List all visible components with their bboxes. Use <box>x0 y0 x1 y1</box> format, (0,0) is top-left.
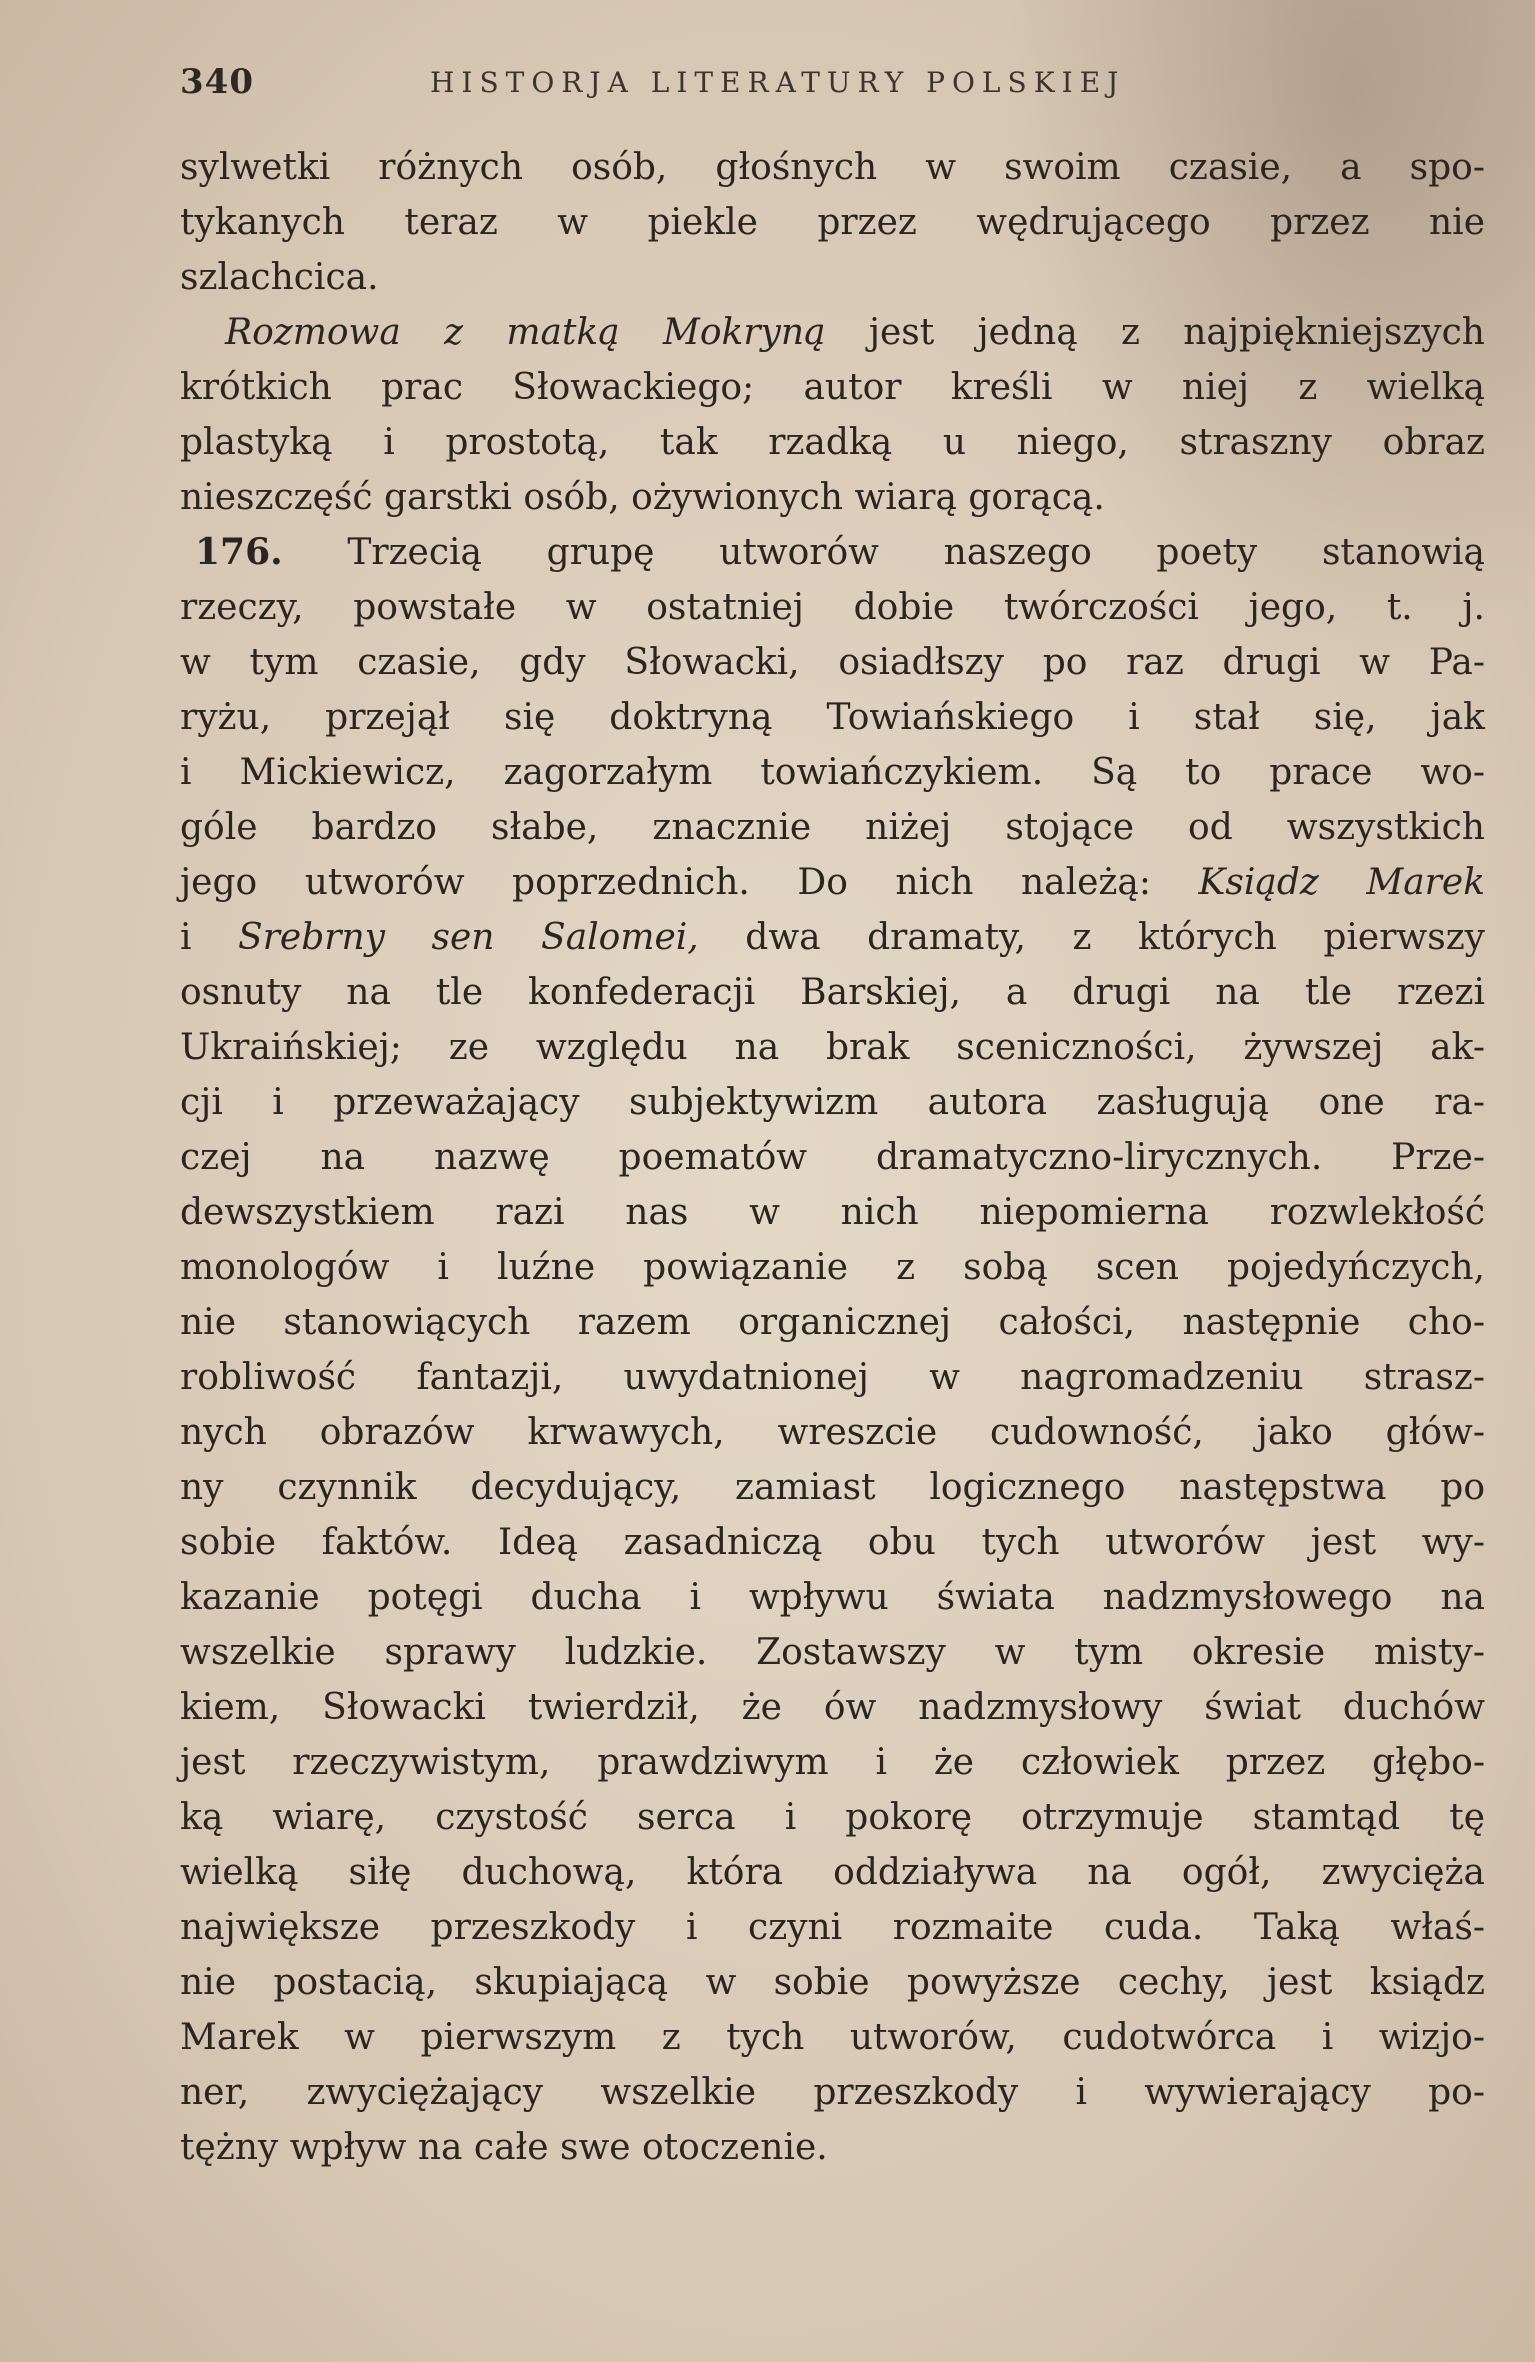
line-text: dewszystkiem razi nas w nich niepomierna rozwlekłość <box>180 1192 1485 1233</box>
line-text: i Mickiewicz, zagorzałym towiańczykiem. Są to prace wo- <box>180 752 1485 793</box>
text-line <box>180 1955 1485 2010</box>
line-text: jego utworów poprzednich. Do nich należą: <box>180 862 1199 903</box>
text-line <box>180 745 1485 800</box>
italic-title: Rozmowa z matką Mokryną <box>225 312 826 353</box>
text-line <box>180 1130 1485 1185</box>
page-header <box>180 62 1490 122</box>
text-line <box>180 2010 1485 2065</box>
line-text: tężny wpływ na całe swe otoczenie. <box>180 2127 828 2168</box>
line-text: cji i przeważający subjektywizm autora zasługują one ra- <box>180 1082 1485 1123</box>
line-text: czej na nazwę poematów dramatyczno-lirycznych. Prze- <box>180 1137 1485 1178</box>
text-line <box>180 305 1485 360</box>
line-text: szlachcica. <box>180 257 379 298</box>
text-line <box>180 2120 1485 2175</box>
line-text: kazanie potęgi ducha i wpływu świata nadzmysłowego na <box>180 1577 1485 1618</box>
line-text: nieszczęść garstki osób, ożywionych wiarą gorącą. <box>180 477 1105 518</box>
text-line <box>180 1625 1485 1680</box>
line-text: w tym czasie, gdy Słowacki, osiadłszy po raz drugi w Pa- <box>180 642 1485 683</box>
line-text: monologów i luźne powiązanie z sobą scen pojedyńczych, <box>180 1247 1485 1288</box>
running-title: HISTORJA LITERATURY POLSKIEJ <box>430 66 1126 99</box>
line-text: ner, zwyciężający wszelkie przeszkody i wywierający po- <box>180 2072 1485 2113</box>
text-line <box>180 1900 1485 1955</box>
italic-title: Ksiądz Marek <box>1198 862 1486 903</box>
line-text: kiem, Słowacki twierdził, że ów nadzmysłowy świat duchów <box>180 1687 1485 1728</box>
line-text: i <box>180 917 239 958</box>
line-text: osnuty na tle konfederacji Barskiej, a drugi na tle rzezi <box>180 972 1485 1013</box>
text-line <box>180 635 1485 690</box>
text-line <box>180 1515 1485 1570</box>
text-line <box>180 690 1485 745</box>
text-line <box>180 910 1485 965</box>
text-line <box>180 1680 1485 1735</box>
line-text: góle bardzo słabe, znacznie niżej stojące od wszystkich <box>180 807 1485 848</box>
text-line <box>180 2065 1485 2120</box>
line-text: Trzecią grupę utworów naszego poety stanowią <box>282 532 1485 573</box>
line-text: robliwość fantazji, uwydatnionej w nagromadzeniu strasz- <box>180 1357 1485 1398</box>
text-line <box>180 1790 1485 1845</box>
text-line <box>180 360 1485 415</box>
line-text: plastyką i prostotą, tak rzadką u niego, straszny obraz <box>180 422 1485 463</box>
line-text: sobie faktów. Ideą zasadniczą obu tych utworów jest wy- <box>180 1522 1485 1563</box>
line-text: tykanych teraz w piekle przez wędrującego przez nie <box>180 202 1485 243</box>
text-line <box>180 195 1485 250</box>
section-number: 176. <box>195 531 283 573</box>
line-text: nie postacią, skupiającą w sobie powyższe cechy, jest ksiądz <box>180 1962 1485 2003</box>
line-text: nie stanowiących razem organicznej całości, następnie cho- <box>180 1302 1485 1343</box>
line-text: ny czynnik decydujący, zamiast logicznego następstwa po <box>180 1467 1485 1508</box>
line-text: rzeczy, powstałe w ostatniej dobie twórczości jego, t. j. <box>180 587 1485 628</box>
text-line <box>180 855 1485 910</box>
text-line <box>180 1185 1485 1240</box>
text-line <box>180 1350 1485 1405</box>
text-line <box>180 470 1485 525</box>
line-text: sylwetki różnych osób, głośnych w swoim czasie, a spo- <box>180 147 1485 188</box>
line-text: jest jedną z najpiękniejszych <box>825 312 1485 353</box>
line-text: największe przeszkody i czyni rozmaite cuda. Taką właś- <box>180 1907 1485 1948</box>
text-line <box>180 1460 1485 1515</box>
text-line <box>180 1405 1485 1460</box>
text-line <box>180 1845 1485 1900</box>
line-text: wszelkie sprawy ludzkie. Zostawszy w tym okresie misty- <box>180 1632 1485 1673</box>
text-line <box>180 800 1485 855</box>
line-text: krótkich prac Słowackiego; autor kreśli w niej z wielką <box>180 367 1485 408</box>
line-text: Ukraińskiej; ze względu na brak sceniczności, żywszej ak- <box>180 1027 1485 1068</box>
text-line <box>180 1020 1485 1075</box>
text-line <box>180 250 1485 305</box>
text-line <box>180 1240 1485 1295</box>
line-text: dwa dramaty, z których pierwszy <box>698 917 1485 958</box>
line-text: wielką siłę duchową, która oddziaływa na ogół, zwycięża <box>180 1852 1485 1893</box>
text-line <box>180 965 1485 1020</box>
line-text: ryżu, przejął się doktryną Towiańskiego i stał się, jak <box>180 697 1485 738</box>
line-text: Marek w pierwszym z tych utworów, cudotwórca i wizjo- <box>180 2017 1485 2058</box>
text-line <box>180 1295 1485 1350</box>
body-text <box>180 140 1485 2175</box>
text-line <box>180 580 1485 635</box>
text-line <box>180 140 1485 195</box>
text-line <box>180 415 1485 470</box>
page-number: 340 <box>180 62 254 102</box>
italic-title: Srebrny sen Salomei, <box>238 917 699 958</box>
line-text: nych obrazów krwawych, wreszcie cudowność, jako głów- <box>180 1412 1485 1453</box>
text-line <box>180 1075 1485 1130</box>
text-line <box>180 1735 1485 1790</box>
text-line <box>180 525 1485 580</box>
line-text: jest rzeczywistym, prawdziwym i że człowiek przez głębo- <box>180 1742 1485 1783</box>
text-line <box>180 1570 1485 1625</box>
line-text: ką wiarę, czystość serca i pokorę otrzymuje stamtąd tę <box>180 1797 1485 1838</box>
